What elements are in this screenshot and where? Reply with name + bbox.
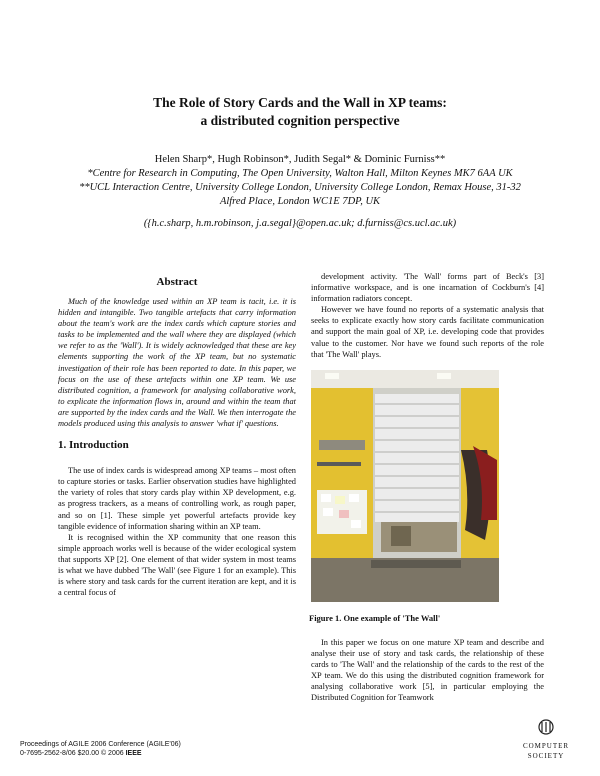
figure-1 bbox=[311, 370, 499, 623]
right-paragraph-2: However we have found no reports of a systematic analysis that seeks to explicate exactly how story cards facilitate communication and support the main goal of XP, i.e. developing code that provides value to the customer. Nor have we found such reports of the role that 'The Wall' plays. bbox=[311, 305, 544, 359]
right-paragraph-3: In this paper we focus on one mature XP team and describe and analyse their use of story and task cards, the relationship of these cards to 'The Wall' and the relationship of the cards to the rest of the XP team. We do this using the distributed cognition framework for analysing collaborative work [5], in particular employing the Distributed Cognition for Teamwork bbox=[311, 637, 544, 703]
title-line-1: The Role of Story Cards and the Wall in XP teams: bbox=[153, 95, 447, 110]
left-column bbox=[58, 276, 296, 598]
page-footer bbox=[20, 740, 181, 758]
intro-paragraph-2: It is recognised within the XP community that one reason this simple approach works well is because of the wider ecological system that supports XP [2]. One element of that wider system in most teams is what we have dubbed 'The Wall' (see Figure 1 for an example). This is where story and task cards for the current iteration are kept, and it is a central focus of bbox=[58, 532, 296, 598]
right-paragraph-1: development activity. 'The Wall' forms part of Beck's [3] informative workspace, and is one incarnation of Cockburn's [4] information radiators concept. bbox=[311, 272, 544, 304]
abstract-text: Much of the knowledge used within an XP team is tacit, i.e. it is hidden and intangible. Two tangible artefacts that carry information about the team's work are the index cards which capture stories and tasks to be implemented and the wall where they are displayed (which we refer to as the 'Wall'). It is widely acknowledged that these are key elements supporting the work of the XP team, but no systematic investigation of their role has been reported to date. In this paper, we focus on the use of these artefacts within one XP team. We use distributed cognition, a framework for analysing collaborative work, to explicate the information flows in, around and within the team that are supported by the index cards and the Wall. We then interrogate the models produced using this analysis to answer 'what if' questions. bbox=[58, 297, 296, 429]
logo-emblem-icon bbox=[506, 718, 586, 740]
paper-title bbox=[60, 94, 540, 130]
wall-photo bbox=[311, 370, 499, 602]
ieee-logo-text: IEEE bbox=[125, 750, 142, 757]
figure-caption: Figure 1. One example of 'The Wall' bbox=[309, 612, 441, 623]
right-column bbox=[311, 271, 544, 703]
intro-heading: 1. Introduction bbox=[58, 439, 129, 452]
affiliation-2: **UCL Interaction Centre, University College London, University College London, Remax House, 31-32 Alfred Place, London WC1E 7DP, UK bbox=[79, 182, 521, 207]
computer-society-logo bbox=[506, 718, 586, 768]
author-names: Helen Sharp*, Hugh Robinson*, Judith Segal* & Dominic Furniss** bbox=[154, 154, 446, 165]
author-block bbox=[70, 153, 530, 231]
intro-paragraph-1: The use of index cards is widespread among XP teams – most often to capture stories or tasks. Earlier observation studies have highlighted the variety of roles that story cards play within XP development, e.g. as progress trackers, as a means of controlling work, as rough paper, and so on [1]. These simple yet powerful artefacts provide key tangible evidence of information sharing within an XP team. bbox=[58, 466, 296, 531]
title-line-2: a distributed cognition perspective bbox=[200, 113, 400, 128]
abstract-heading: Abstract bbox=[156, 276, 198, 288]
author-emails: ({h.c.sharp, h.m.robinson, j.a.segal}@open.ac.uk; d.furniss@cs.ucl.ac.uk) bbox=[143, 218, 457, 229]
footer-proceedings: Proceedings of AGILE 2006 Conference (AGILE'06) bbox=[20, 741, 181, 748]
affiliation-1: *Centre for Research in Computing, The Open University, Walton Hall, Milton Keynes MK7 6AA UK bbox=[87, 168, 513, 179]
logo-line-2: SOCIETY bbox=[527, 752, 565, 760]
logo-line-1: COMPUTER bbox=[522, 742, 570, 750]
footer-isbn: 0-7695-2562-8/06 $20.00 © 2006 bbox=[20, 750, 124, 757]
